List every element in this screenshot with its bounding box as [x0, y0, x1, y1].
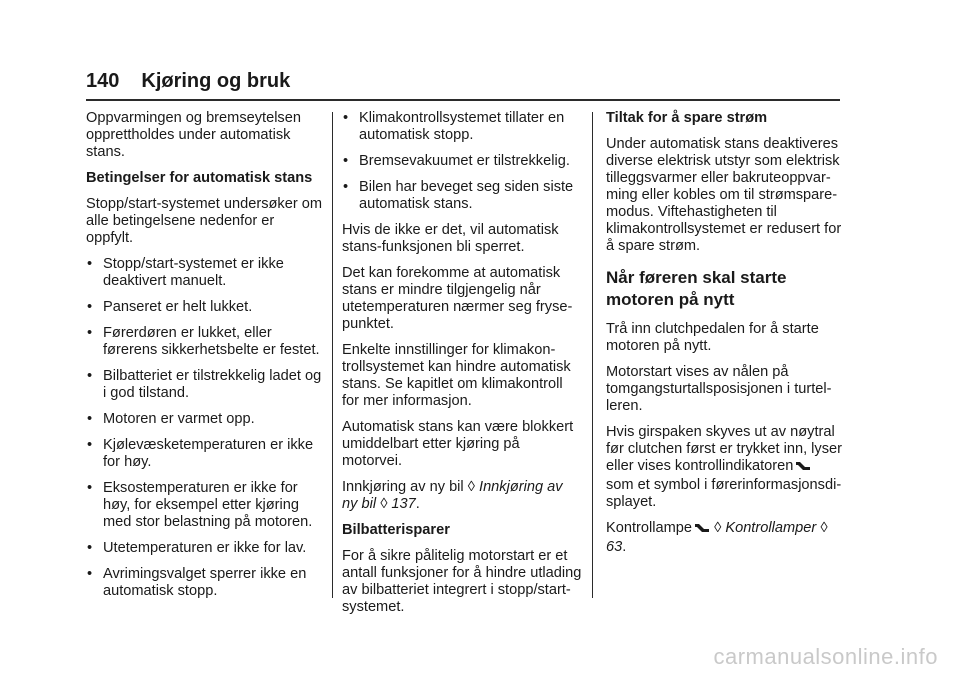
cross-reference: Innkjøring av ny bil ◊ Innkjøring av ny bil ◊ 137. — [342, 479, 563, 512]
list-item: • Avrimingsvalget sperrer ikke en automatisk stopp. — [86, 566, 324, 600]
paragraph: Under automatisk stans deaktiveres diverse elektrisk utstyr som elektrisk tilleggsvarmer eller bakruteoppvar-ming eller kobles om til strømspare-modus. Viftehastigheten til klimakontrollsystemet er redusert for å spare strøm. — [606, 136, 842, 254]
list-item: • Stopp/start-systemet er ikke deaktivert manuelt. — [86, 256, 324, 290]
paragraph: Oppvarmingen og bremseytelsen opprettholdes under automatisk stans. — [86, 110, 301, 160]
conditions-list — [86, 256, 324, 600]
paragraph: Stopp/start-systemet undersøker om alle betingelsene nedenfor er oppfylt. — [86, 196, 323, 246]
xref-arrow-icon: ◊ — [467, 479, 475, 495]
watermark: carmanualsonline.info — [713, 644, 938, 669]
xref-arrow-icon: ◊ — [820, 520, 828, 536]
column-divider-1 — [332, 112, 333, 598]
list-item: • Bilen har beveget seg siden siste automatisk stans. — [342, 179, 582, 213]
section-heading: Bilbatterisparer — [342, 522, 450, 538]
list-item: • Førerdøren er lukket, eller førerens sikkerhetsbelte er festet. — [86, 325, 324, 359]
xref-text: Innkjøring av ny bil — [342, 479, 464, 495]
paragraph-text: Hvis girspaken skyves ut av nøytral før clutchen først er trykket inn, lyser eller vises kontrollindikatoren — [606, 424, 842, 474]
header-rule — [86, 99, 840, 101]
paragraph-text: som et symbol i førerinformasjonsdi-splayet. — [606, 477, 842, 510]
list-item: • Panseret er helt lukket. — [86, 299, 324, 316]
xref-link[interactable]: Innkjøring av ny bil — [342, 479, 563, 512]
paragraph: Motorstart vises av nålen på tomgangsturtallsposisjonen i turtel-leren. — [606, 364, 832, 414]
list-item: • Klimakontrollsystemet tillater en automatisk stopp. — [342, 110, 582, 144]
page-title: Kjøring og bruk — [141, 70, 291, 92]
paragraph: Det kan forekomme at automatisk stans er mindre tilgjengelig når utetemperaturen nærmer seg fryse-punktet. — [342, 265, 573, 332]
xref-link[interactable]: Kontrollamper — [725, 520, 817, 536]
page-header — [86, 70, 290, 93]
xref-arrow-icon: ◊ — [714, 520, 722, 536]
stop-start-indicator-icon — [694, 520, 710, 539]
xref-text: Kontrollampe — [606, 520, 692, 536]
column-2 — [342, 110, 582, 625]
xref-page[interactable]: 63 — [606, 539, 623, 555]
paragraph — [606, 424, 842, 511]
list-item: • Motoren er varmet opp. — [86, 411, 324, 428]
paragraph: Trå inn clutchpedalen for å starte motoren på nytt. — [606, 321, 819, 354]
paragraph: Enkelte innstillinger for klimakon-trollsystemet kan hindre automatisk stans. Se kapitlet om klimakontroll for mer informasjon. — [342, 342, 571, 409]
paragraph: Hvis de ikke er det, vil automatisk stans-funksjonen bli sperret. — [342, 222, 559, 255]
page-number: 140 — [86, 70, 120, 92]
column-1 — [86, 110, 324, 609]
xref-page[interactable]: 137 — [391, 496, 416, 512]
stop-start-indicator-icon — [795, 458, 811, 477]
conditions-list-continued — [342, 110, 582, 213]
column-3 — [606, 110, 842, 565]
list-item: • Bremsevakuumet er tilstrekkelig. — [342, 153, 582, 170]
list-item: • Utetemperaturen er ikke for lav. — [86, 540, 324, 557]
section-heading: Betingelser for automatisk stans — [86, 170, 313, 186]
list-item: • Bilbatteriet er tilstrekkelig ladet og i god tilstand. — [86, 368, 324, 402]
cross-reference: Kontrollampe ◊ Kontrollamper ◊ 63. — [606, 520, 828, 555]
list-item: • Kjølevæsketemperaturen er ikke for høy. — [86, 437, 324, 471]
section-heading: Tiltak for å spare strøm — [606, 110, 768, 126]
subsection-heading: Når føreren skal starte motoren på nytt — [606, 268, 787, 309]
list-item: • Eksostemperaturen er ikke for høy, for eksempel etter kjøring med stor belastning på motoren. — [86, 480, 324, 531]
paragraph: For å sikre pålitelig motorstart er et antall funksjoner for å hindre utlading av bilbatteriet integrert i stopp/start-systemet. — [342, 548, 582, 615]
paragraph: Automatisk stans kan være blokkert umiddelbart etter kjøring på motorvei. — [342, 419, 574, 469]
column-divider-2 — [592, 112, 593, 598]
xref-arrow-icon: ◊ — [380, 496, 388, 512]
